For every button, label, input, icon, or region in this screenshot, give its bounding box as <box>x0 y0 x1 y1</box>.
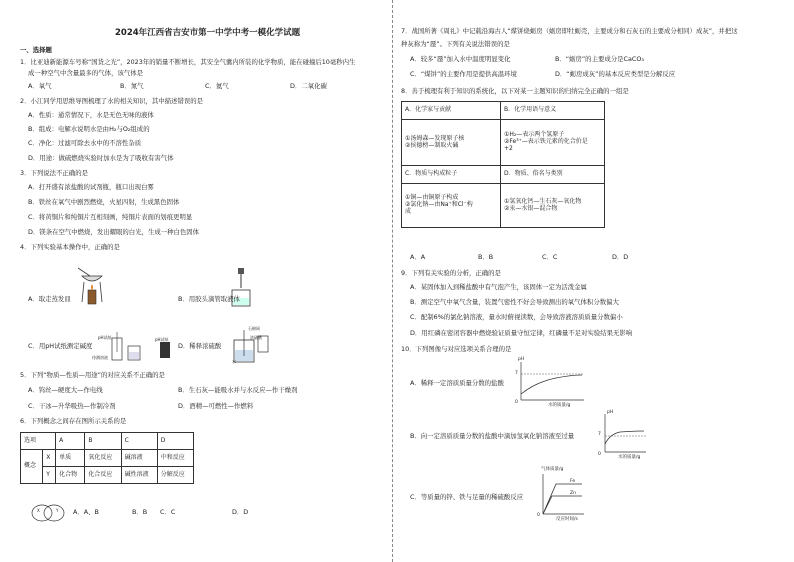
graph-a-seven: 7 <box>515 371 518 376</box>
q5-option-d[interactable]: D．酒精—可燃性—作燃料 <box>178 402 254 410</box>
venn-x-label: X <box>37 508 40 513</box>
q10-option-b[interactable]: B．向一定溶质质量分数的盐酸中滴加氢氧化钠溶液至过量 <box>410 432 575 440</box>
table-header: D <box>157 433 193 450</box>
q1-stem: 1．比亚迪新能源车号称“国货之光”，2023年的销量不断增长，其安全气囊内所装的化学物质，能在碰撞后10毫秒内生 <box>20 58 356 66</box>
test-solution-label: 待测溶液 <box>92 355 108 360</box>
table-cell: C．物质与构成粒子 <box>402 166 501 184</box>
q5-option-c[interactable]: C．干冰—升华吸热—作制冷剂 <box>28 402 116 410</box>
table-cell: B．化学用语与意义 <box>501 102 605 120</box>
section-heading: 一、选择题 <box>20 46 52 54</box>
q7-option-b[interactable]: B．“蛎房”的主要成分是CaCO₃ <box>555 55 644 63</box>
graph-a <box>516 360 586 404</box>
graph-c-zn-label: Zn <box>570 491 576 496</box>
q2-option-b[interactable]: B．组成：电解水说明水是由H₂与O₂组成的 <box>28 125 150 133</box>
q1-stem-cont: 成一种空气中含量最多的气体，该气体是 <box>28 69 144 77</box>
table-header: A <box>56 433 85 450</box>
table-header: B <box>85 433 121 450</box>
table-cell: ①铜—由铜原子构成 ②氯化钠—由Na⁺和Cl⁻构 成 <box>402 184 501 228</box>
page-divider <box>392 0 393 562</box>
graph-c-xlabel: 反应时间/s <box>556 517 578 522</box>
q4-option-b[interactable]: B．用胶头滴管取液体 <box>178 295 240 303</box>
q1-option-a[interactable]: A．氧气 <box>28 82 52 90</box>
q8-stem: 8．善于梳理有利于知识的系统化，以下对某一主题知识的归纳完全正确的一组是 <box>401 87 629 95</box>
q4-stem: 4．下列实验基本操作中，正确的是 <box>20 243 120 251</box>
dilution-illustration <box>230 326 272 366</box>
q5-stem: 5．下列“物质—性质—用途”的对应关系不正确的是 <box>20 371 165 379</box>
table-cell: 分解反应 <box>157 467 193 484</box>
q9-option-b[interactable]: B．测定空气中氧气含量，装置气密性不好会导致测出的氧气体积分数偏大 <box>410 298 619 306</box>
q8-table <box>401 101 605 228</box>
table-cell: 化合物 <box>56 467 85 484</box>
q3-option-d[interactable]: D．镁条在空气中燃烧，发出耀眼的白光，生成一种白色固体 <box>28 228 200 236</box>
q6-table <box>20 432 194 484</box>
table-cell: A．化学家与贡献 <box>402 102 501 120</box>
q2-option-c[interactable]: C．净化：过滤可除去水中的不溶性杂质 <box>28 139 142 147</box>
graph-c-fe-label: Fe <box>570 479 576 484</box>
graph-b-xlabel: 水的质量/g <box>618 455 641 460</box>
q1-option-d[interactable]: D．二氧化碳 <box>290 82 327 90</box>
evaporating-dish-illustration <box>78 262 106 308</box>
q10-option-c[interactable]: C．等质量的锌、铁与足量的稀硫酸反应 <box>410 493 524 501</box>
q7-stem-cont: 种灰称为“蜃”。下列有关说法错误的是 <box>401 40 510 48</box>
q5-option-b[interactable]: B．生石灰—能吸水并与水反应—作干燥剂 <box>178 386 298 394</box>
graph-a-origin: 0 <box>515 400 518 405</box>
q9-option-d[interactable]: D．用红磷在密闭容器中燃烧验证质量守恒定律，红磷量不足对实验结果无影响 <box>410 329 633 337</box>
graph-c <box>538 472 586 518</box>
q9-stem: 9．下列有关实验的分析，正确的是 <box>401 269 501 277</box>
table-cell: 化合反应 <box>85 467 121 484</box>
q2-option-a[interactable]: A．性质：通常情况下，水是无色无味的液体 <box>28 111 154 119</box>
q7-option-c[interactable]: C．“煤饼”的主要作用是提供高温环境 <box>410 70 517 78</box>
ph-paper-label-2: pH试纸 <box>155 337 169 342</box>
conc-acid-label: 浓硫酸 <box>250 335 262 340</box>
q4-option-d[interactable]: D．稀释浓硫酸 <box>178 342 222 350</box>
q4-option-c[interactable]: C．用pH试纸测定碱度 <box>28 342 93 350</box>
table-header: C <box>121 433 157 450</box>
table-cell: ①汤姆森—发现原子核 ②侯德榜—制取火碱 <box>402 120 501 166</box>
graph-c-origin: 0 <box>537 513 540 518</box>
q6-option-a[interactable]: A．A、B <box>73 508 99 516</box>
table-cell: X <box>43 450 56 467</box>
q6-option-d[interactable]: D．D <box>232 508 249 516</box>
q8-option-d[interactable]: D．D <box>612 253 629 261</box>
q6-option-c[interactable]: C．C <box>160 508 176 516</box>
graph-c-ylabel: 气体质量/g <box>541 467 564 472</box>
graph-b-seven: 7 <box>598 432 601 437</box>
table-header: 选项 <box>21 433 56 450</box>
q3-option-a[interactable]: A．打开盛有浓盐酸的试剂瓶，瓶口出现白雾 <box>28 183 154 191</box>
q8-option-b[interactable]: B．B <box>478 253 494 261</box>
table-cell: D．物质、俗名与类别 <box>501 166 605 184</box>
venn-y-label: Y <box>56 508 59 513</box>
graph-a-xlabel: 水的质量/g <box>548 403 571 408</box>
q9-option-c[interactable]: C．配制6%的氯化钠溶液，量水时俯视读数，会导致溶液溶质质量分数偏小 <box>410 313 623 321</box>
graph-b-ylabel: pH <box>607 410 614 415</box>
table-cell: 单质 <box>56 450 85 467</box>
q2-stem: 2．小江同学用思维导图梳理了水的相关知识，其中描述错误的是 <box>20 97 204 105</box>
table-cell: ①H₂—表示两个氢原子 ②Fe³⁺—表示铁元素的化合价是 +2 <box>501 120 605 166</box>
q3-stem: 3．下列说法不正确的是 <box>20 169 88 177</box>
q9-option-a[interactable]: A．某固体加入到稀盐酸中有气泡产生，该固体一定为活泼金属 <box>410 283 587 291</box>
q5-option-a[interactable]: A．钨丝—硬度大—作电线 <box>28 386 103 394</box>
q6-stem: 6．下列概念之间存在图所示关系的是 <box>20 417 127 425</box>
q6-option-b[interactable]: B．B <box>132 508 148 516</box>
table-cell: 碱性溶液 <box>121 467 157 484</box>
q10-option-a[interactable]: A．稀释一定溶质质量分数的盐酸 <box>410 379 504 387</box>
q2-option-d[interactable]: D．用途：做硫燃烧实验时加水是为了吸收有害气体 <box>28 154 174 162</box>
ph-paper-label: pH试纸 <box>98 335 112 340</box>
asbestos-net-label: 石棉网 <box>248 326 260 331</box>
q10-stem: 10．下列图像与对应选项关系合理的是 <box>401 345 512 353</box>
q7-option-d[interactable]: D．“蛎房成灰”的基本反应类型是分解反应 <box>555 70 676 78</box>
q8-option-a[interactable]: A．A <box>410 253 426 261</box>
q1-option-b[interactable]: B．氮气 <box>120 82 144 90</box>
q3-option-b[interactable]: B．铁丝在氧气中剧烈燃烧，火星四射，生成黑色固体 <box>28 198 180 206</box>
table-row-label: 概念 <box>21 450 43 484</box>
graph-a-ylabel: pH <box>518 357 525 362</box>
table-cell: 碱溶液 <box>121 450 157 467</box>
page-title: 2024年江西省吉安市第一中学中考一模化学试题 <box>115 28 301 38</box>
q4-option-a[interactable]: A．取走蒸发皿 <box>28 295 71 303</box>
graph-b-origin: 0 <box>598 452 601 457</box>
water-label: 水 <box>232 359 236 364</box>
table-cell: 中和反应 <box>157 450 193 467</box>
graph-b <box>600 412 648 456</box>
q7-stem: 7．战国所著《周礼》中记载沿海古人“煤饼烧蛎房（蛎房即牡蛎壳，主要成分和石灰石的主要成分相同）成灰”，并把这 <box>401 27 738 35</box>
table-cell: Y <box>43 467 56 484</box>
table-cell: 氧化反应 <box>85 450 121 467</box>
q3-option-c[interactable]: C．将黄铜片和纯铜片互相刻画，纯铜片表面的划痕更明显 <box>28 213 193 221</box>
q7-option-a[interactable]: A．较多“蜃”加入水中温度明显变化 <box>410 55 511 63</box>
q1-option-c[interactable]: C．氦气 <box>205 82 229 90</box>
venn-diagram <box>30 503 66 523</box>
q8-option-c[interactable]: C．C <box>542 253 558 261</box>
table-cell: ①氢氧化钙—生石灰—氧化物 ②汞—水银—混合物 <box>501 184 605 228</box>
